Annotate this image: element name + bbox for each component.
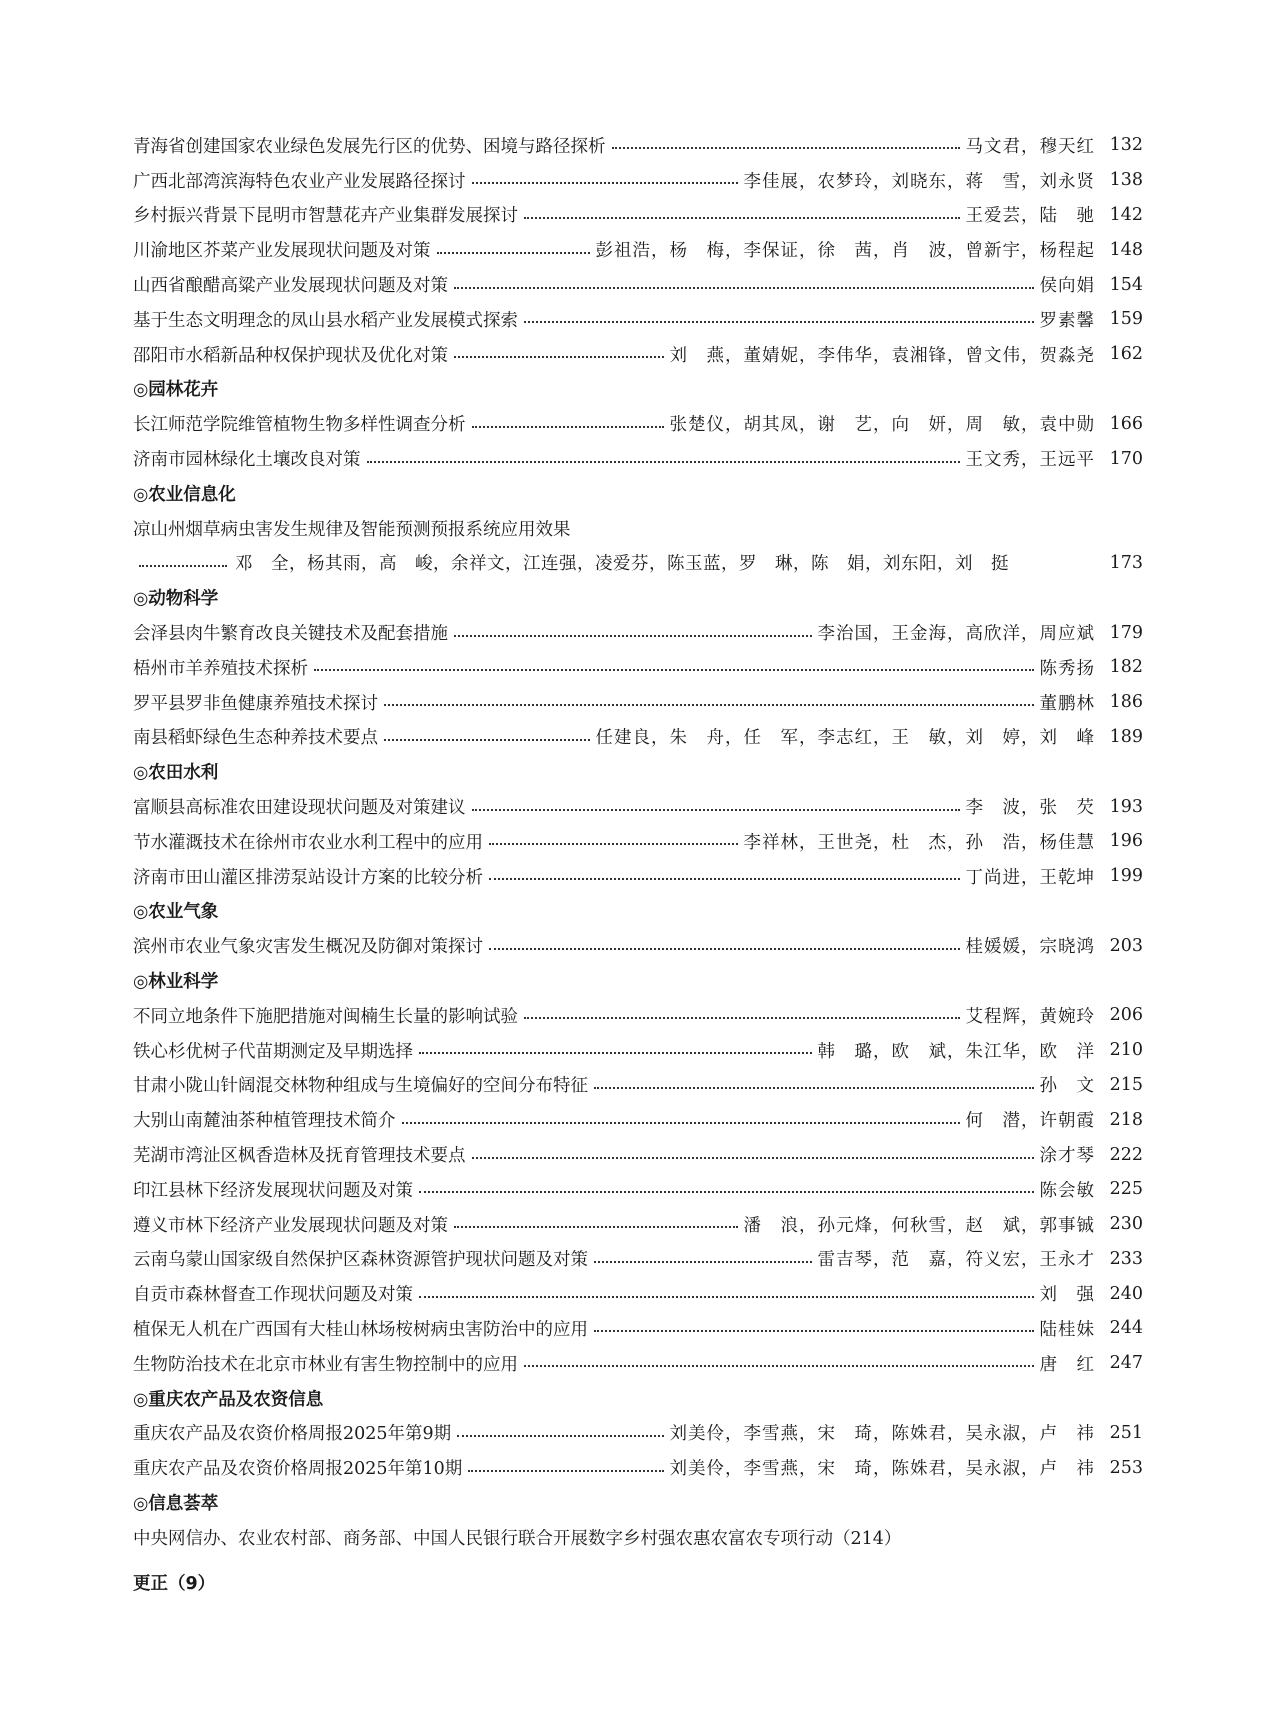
entry-title: 重庆农产品及农资价格周报2025年第9期 (133, 1424, 452, 1445)
dot-leader (594, 1085, 1034, 1089)
entry-authors: 涂才琴 (1039, 1146, 1095, 1166)
dot-leader (437, 250, 590, 254)
toc-entry[interactable] (133, 198, 1143, 233)
entry-authors: 刘 燕，董婧妮，李伟华，袁湘锋，曾文伟，贺淼尧 (669, 345, 1095, 366)
toc-entry[interactable] (133, 1068, 1143, 1103)
entry-authors: 彭祖浩，杨 梅，李保证，徐 茜，肖 波，曾新宇，杨程起 (595, 241, 1095, 262)
section-heading: ◎农田水利 (133, 763, 219, 784)
page-number: 159 (1109, 309, 1143, 330)
entry-authors: 董鹏林 (1039, 693, 1095, 714)
dot-leader (454, 633, 812, 637)
page-number: 203 (1109, 935, 1143, 956)
entry-title: 基于生态文明理念的凤山县水稻产业发展模式探索 (133, 310, 518, 331)
entry-authors: 何 潜，许朝霞 (965, 1111, 1095, 1132)
dot-leader (612, 145, 960, 149)
page-number: 182 (1109, 657, 1143, 678)
page-number: 199 (1109, 866, 1143, 887)
page-number: 247 (1109, 1353, 1143, 1374)
toc-entry[interactable] (133, 267, 1143, 302)
page-number: 142 (1109, 204, 1143, 225)
entry-title: 邵阳市水稻新品种权保护现状及优化对策 (133, 345, 448, 366)
entry-authors: 李 波，张 芡 (965, 798, 1095, 819)
entry-authors: 陆桂妹 (1039, 1319, 1095, 1340)
page-number: 154 (1109, 274, 1143, 295)
toc-entry[interactable] (133, 1102, 1143, 1137)
table-of-contents (133, 128, 1143, 1599)
dot-leader (472, 180, 738, 184)
toc-entry[interactable] (133, 337, 1143, 372)
entry-title: 生物防治技术在北京市林业有害生物控制中的应用 (133, 1354, 518, 1375)
entry-title: 自贡市森林督查工作现状问题及对策 (133, 1285, 413, 1306)
page-number: 233 (1109, 1248, 1143, 1269)
toc-entry[interactable] (133, 1311, 1143, 1346)
toc-entry[interactable] (133, 1276, 1143, 1311)
dot-leader (524, 1363, 1034, 1367)
entry-title: 节水灌溉技术在徐州市农业水利工程中的应用 (133, 832, 483, 853)
page-number: 240 (1109, 1283, 1143, 1304)
dot-leader (472, 424, 664, 428)
entry-title: 遵义市林下经济产业发展现状问题及对策 (133, 1215, 448, 1236)
page-number: 253 (1109, 1457, 1143, 1478)
entry-title: 广西北部湾滨海特色农业产业发展路径探讨 (133, 171, 466, 192)
dot-leader (489, 841, 738, 845)
spacer (133, 1555, 1143, 1565)
page-number: 230 (1109, 1214, 1143, 1235)
toc-entry[interactable] (133, 232, 1143, 267)
toc-entry[interactable] (133, 789, 1143, 824)
entry-title: 川渝地区芥菜产业发展现状问题及对策 (133, 241, 431, 262)
section-heading: ◎信息荟萃 (133, 1493, 219, 1514)
dot-leader (594, 1259, 812, 1263)
section-heading: ◎农业气象 (133, 902, 219, 923)
entry-authors: 雷吉琴，范 嘉，符义宏，王永才 (817, 1250, 1095, 1271)
entry-title: 不同立地条件下施肥措施对闽楠生长量的影响试验 (133, 1006, 518, 1027)
page-number: 170 (1109, 448, 1143, 469)
toc-entry[interactable] (133, 998, 1143, 1033)
dot-leader (419, 1189, 1034, 1193)
entry-title: 印江县林下经济发展现状问题及对策 (133, 1180, 413, 1201)
entry-title: 长江师范学院维管植物生物多样性调查分析 (133, 415, 466, 436)
entry-authors: 艾程辉，黄婉玲 (965, 1006, 1095, 1027)
entry-title: 南县稻虾绿色生态种养技术要点 (133, 728, 378, 749)
section-heading: ◎重庆农产品及农资信息 (133, 1389, 324, 1410)
errata-note[interactable]: 更正（9） (133, 1573, 216, 1594)
entry-title: 芜湖市湾沚区枫香造林及抚育管理技术要点 (133, 1146, 466, 1166)
toc-entry[interactable] (133, 824, 1143, 859)
page-number: 222 (1109, 1144, 1143, 1165)
dot-leader (384, 702, 1034, 706)
entry-authors: 邓 全，杨其雨，高 峻，余祥文，江连强，凌爱芬，陈玉蓝，罗 琳，陈 娟，刘东阳，刘 挺 (235, 554, 1009, 575)
entry-authors: 陈秀扬 (1039, 658, 1095, 679)
page-number: 215 (1109, 1074, 1143, 1095)
dot-leader (384, 737, 590, 741)
entry-authors: 张楚仪，胡其凤，谢 艺，向 妍，周 敏，袁中勋 (669, 415, 1095, 436)
entry-authors: 李祥林，王世尧，杜 杰，孙 浩，杨佳慧 (743, 832, 1095, 853)
entry-title: 乡村振兴背景下昆明市智慧花卉产业集群发展探讨 (133, 206, 518, 227)
toc-entry[interactable] (133, 163, 1143, 198)
dot-leader (454, 354, 664, 358)
dot-leader (454, 1224, 738, 1228)
entry-title: 甘肃小陇山针阔混交林物种组成与生境偏好的空间分布特征 (133, 1076, 588, 1097)
page-number: 173 (1109, 552, 1143, 573)
entry-authors: 刘美伶，李雪燕，宋 琦，陈姝君，吴永淑，卢 祎 (669, 1459, 1095, 1480)
entry-authors: 任建良，朱 舟，任 军，李志红，王 敏，刘 婷，刘 峰 (595, 728, 1095, 749)
toc-entry[interactable] (133, 1207, 1143, 1242)
dot-leader (402, 1120, 960, 1124)
toc-entry[interactable] (133, 406, 1143, 441)
toc-entry[interactable] (133, 859, 1143, 894)
toc-entry[interactable] (133, 302, 1143, 337)
page-number: 193 (1109, 796, 1143, 817)
page-number: 162 (1109, 344, 1143, 365)
toc-entry[interactable] (133, 720, 1143, 755)
page-number: 196 (1109, 831, 1143, 852)
dot-leader (454, 285, 1034, 289)
entry-authors: 马文君，穆天红 (965, 136, 1095, 157)
entry-authors: 潘 浪，孙元烽，何秋雪，赵 斌，郭事铖 (743, 1215, 1095, 1236)
entry-authors: 陈会敏 (1039, 1180, 1095, 1201)
page-number: 206 (1109, 1005, 1143, 1026)
dot-leader (472, 1155, 1034, 1159)
entry-title: 大别山南麓油茶种植管理技术简介 (133, 1111, 396, 1132)
entry-title: 富顺县高标准农田建设现状问题及对策建议 (133, 798, 466, 819)
entry-authors: 王爱芸，陆 驰 (965, 206, 1095, 227)
entry-title[interactable]: 凉山州烟草病虫害发生规律及智能预测预报系统应用效果 (133, 519, 571, 540)
entry-authors: 丁尚进，王乾坤 (965, 867, 1095, 888)
dot-leader (419, 1294, 1034, 1298)
page-number: 132 (1109, 135, 1143, 156)
dot-leader (524, 319, 1034, 323)
page-number: 186 (1109, 692, 1143, 713)
toc-entry[interactable] (133, 685, 1143, 720)
toc-entry-continued[interactable] (133, 546, 1143, 581)
dot-leader (489, 946, 960, 950)
entry-authors: 侯向娟 (1039, 276, 1095, 297)
entry-authors: 李佳展，农梦玲，刘晓东，蒋 雪，刘永贤 (743, 171, 1095, 192)
toc-entry[interactable] (133, 128, 1143, 163)
page-number: 210 (1109, 1040, 1143, 1061)
dot-leader (314, 667, 1034, 671)
toc-entry[interactable] (133, 1172, 1143, 1207)
page-number: 251 (1109, 1422, 1143, 1443)
dot-leader (472, 807, 960, 811)
entry-authors: 刘美伶，李雪燕，宋 琦，陈姝君，吴永淑，卢 祎 (669, 1424, 1095, 1445)
section-heading: ◎林业科学 (133, 972, 219, 993)
toc-entry[interactable] (133, 1242, 1143, 1277)
entry-title: 罗平县罗非鱼健康养殖技术探讨 (133, 693, 378, 714)
dot-leader (367, 459, 960, 463)
news-item[interactable]: 中央网信办、农业农村部、商务部、中国人民银行联合开展数字乡村强农惠农富农专项行动（214） (133, 1528, 902, 1549)
entry-authors: 桂媛媛，宗晓鸿 (965, 937, 1095, 958)
page-number: 189 (1109, 726, 1143, 747)
page-number: 225 (1109, 1179, 1143, 1200)
entry-title: 重庆农产品及农资价格周报2025年第10期 (133, 1459, 463, 1480)
dot-leader (594, 1328, 1034, 1332)
section-heading: ◎园林花卉 (133, 380, 219, 401)
page-number: 179 (1109, 622, 1143, 643)
entry-authors: 唐 红 (1039, 1354, 1095, 1375)
toc-entry[interactable] (133, 1033, 1143, 1068)
dot-leader (419, 1050, 812, 1054)
page-number: 148 (1109, 239, 1143, 260)
entry-title: 青海省创建国家农业绿色发展先行区的优势、困境与路径探析 (133, 136, 606, 157)
page-number: 244 (1109, 1318, 1143, 1339)
entry-title: 铁心杉优树子代苗期测定及早期选择 (133, 1041, 413, 1062)
entry-title: 植保无人机在广西国有大桂山林场桉树病虫害防治中的应用 (133, 1319, 588, 1340)
entry-title: 山西省酿醋高粱产业发展现状问题及对策 (133, 276, 448, 297)
entry-authors: 韩 璐，欧 斌，朱江华，欧 洋 (817, 1041, 1095, 1062)
page-number: 166 (1109, 413, 1143, 434)
entry-authors: 王文秀，王远平 (965, 450, 1095, 471)
entry-title: 济南市园林绿化土壤改良对策 (133, 450, 361, 471)
dot-leader (468, 1468, 663, 1472)
dot-leader (524, 1015, 960, 1019)
toc-entry[interactable] (133, 1137, 1143, 1172)
dot-leader (457, 1433, 663, 1437)
page-number: 138 (1109, 170, 1143, 191)
entry-authors: 李治国，王金海，高欣洋，周应斌 (817, 624, 1095, 645)
toc-entry[interactable] (133, 615, 1143, 650)
dot-leader (524, 215, 960, 219)
toc-entry[interactable] (133, 1346, 1143, 1381)
entry-authors: 罗素馨 (1039, 310, 1095, 331)
toc-entry[interactable] (133, 1415, 1143, 1450)
entry-title: 梧州市羊养殖技术探析 (133, 658, 308, 679)
dot-leader (489, 876, 960, 880)
dot-leader (139, 563, 227, 567)
toc-entry[interactable] (133, 928, 1143, 963)
section-heading: ◎农业信息化 (133, 484, 236, 505)
entry-title: 滨州市农业气象灾害发生概况及防御对策探讨 (133, 937, 483, 958)
entry-title: 会泽县肉牛繁育改良关键技术及配套措施 (133, 624, 448, 645)
entry-authors: 刘 强 (1039, 1285, 1095, 1306)
page-number: 218 (1109, 1109, 1143, 1130)
toc-entry[interactable] (133, 441, 1143, 476)
toc-entry[interactable] (133, 650, 1143, 685)
entry-title: 云南乌蒙山国家级自然保护区森林资源管护现状问题及对策 (133, 1250, 588, 1271)
entry-title: 济南市田山灌区排涝泵站设计方案的比较分析 (133, 867, 483, 888)
section-heading: ◎动物科学 (133, 589, 219, 610)
toc-entry[interactable] (133, 1450, 1143, 1485)
entry-authors: 孙 文 (1039, 1076, 1095, 1097)
